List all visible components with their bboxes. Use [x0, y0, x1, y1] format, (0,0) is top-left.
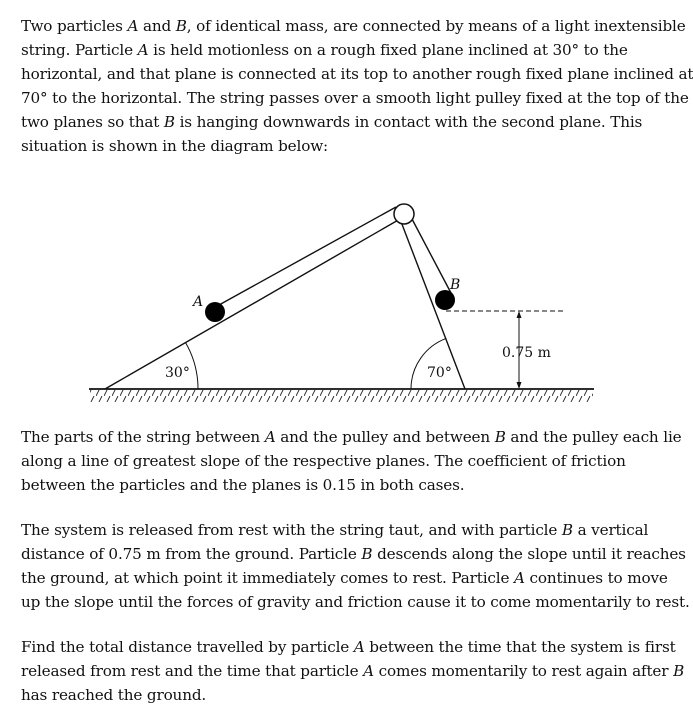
- arrow-head-down: [517, 382, 522, 389]
- text-line: along a line of greatest slope of the respective planes. The coefficient of friction: [21, 452, 626, 470]
- text-line: The system is released from rest with the string taut, and with particle B a vertical: [21, 521, 649, 539]
- plane-30: [105, 219, 400, 389]
- height-label: 0.75 m: [502, 345, 551, 361]
- release-paragraph: [21, 518, 690, 614]
- pulley-icon: [394, 204, 414, 224]
- text-line: situation is shown in the diagram below:: [21, 137, 329, 155]
- text-line: Find the total distance travelled by particle A between the time that the system is first: [21, 638, 676, 656]
- text-line: between the particles and the planes is 0.15 in both cases.: [21, 476, 465, 494]
- ground-hatching: [90, 390, 593, 402]
- label-b: B: [450, 277, 461, 293]
- text-line: up the slope until the forces of gravity and friction cause it to come momentarily to rest.: [21, 593, 690, 611]
- text-line: two planes so that B is hanging downwards in contact with the second plane. This: [21, 113, 643, 131]
- text-line: horizontal, and that plane is connected at its top to another rough fixed plane inclined at: [21, 65, 693, 83]
- text-line: The parts of the string between A and the pulley and between B and the pulley each lie: [21, 428, 682, 446]
- arrow-head-up: [517, 311, 522, 318]
- string-a: [219, 207, 396, 305]
- text-line: released from rest and the time that particle A comes momentarily to rest again after B: [21, 662, 685, 680]
- text-line: string. Particle A is held motionless on a rough fixed plane inclined at 30° to the: [21, 41, 628, 59]
- string-b: [412, 219, 451, 293]
- angle-label-70: 70°: [427, 365, 452, 381]
- plane-70: [400, 219, 465, 389]
- question-paragraph: [21, 635, 685, 707]
- particle-b: [435, 290, 455, 310]
- text-line: Two particles A and B, of identical mass, are connected by means of a light inextensible: [21, 17, 686, 35]
- particle-a: [205, 302, 225, 322]
- text-line: 70° to the horizontal. The string passes over a smooth light pulley fixed at the top of the: [21, 89, 689, 107]
- string-paragraph: [21, 425, 682, 497]
- text-line: the ground, at which point it immediately comes to rest. Particle A continues to move: [21, 569, 668, 587]
- text-line: distance of 0.75 m from the ground. Particle B descends along the slope until it reaches: [21, 545, 686, 563]
- angle-label-30: 30°: [165, 365, 190, 381]
- text-line: has reached the ground.: [21, 686, 207, 704]
- angle-arc-70: [411, 338, 447, 389]
- label-a: A: [193, 294, 204, 310]
